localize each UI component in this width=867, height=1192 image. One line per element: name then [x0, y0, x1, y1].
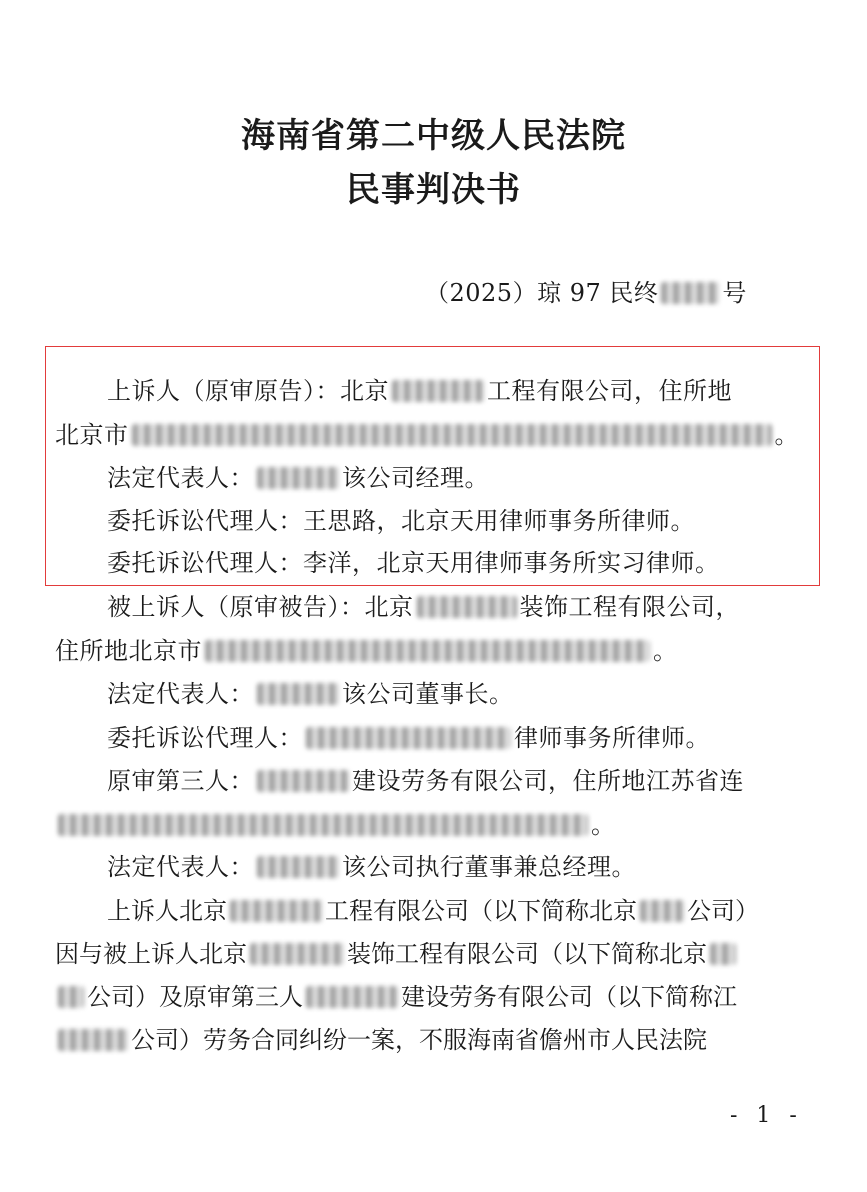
redacted-text — [257, 467, 339, 489]
appellant-line: 上诉人（原审原告）：北京 工程有限公司，住所地 — [107, 377, 732, 405]
redacted-text — [257, 770, 349, 792]
redacted-text — [661, 282, 719, 304]
third-party-rep: 法定代表人： 该公司执行董事兼总经理。 — [107, 853, 636, 881]
redacted-text — [640, 900, 684, 922]
redacted-text — [417, 596, 517, 618]
body-paragraph-line-1: 上诉人北京 工程有限公司（以下简称北京 公司） — [107, 897, 759, 925]
appellant-agent-1: 委托诉讼代理人：王思路，北京天用律师事务所律师。 — [107, 507, 695, 535]
third-party-line: 原审第三人： 建设劳务有限公司，住所地江苏省连 — [107, 767, 744, 795]
redacted-text — [392, 380, 484, 402]
redacted-text — [230, 900, 322, 922]
redacted-text — [58, 986, 84, 1008]
redacted-text — [710, 943, 736, 965]
appellee-agent: 委托诉讼代理人： 律师事务所律师。 — [107, 724, 710, 752]
body-paragraph-line-4: 公司）劳务合同纠纷一案，不服海南省儋州市人民法院 — [55, 1025, 707, 1055]
appellant-agent-2: 委托诉讼代理人：李洋，北京天用律师事务所实习律师。 — [107, 549, 720, 577]
appellee-address: 住所地北京市 。 — [55, 637, 678, 665]
page-number: - 1 - — [730, 1103, 803, 1128]
redacted-text — [205, 640, 650, 662]
redacted-text — [257, 856, 339, 878]
court-name: 海南省第二中级人民法院 — [241, 116, 626, 156]
body-paragraph-line-3: 公司）及原审第三人 建设劳务有限公司（以下简称江 — [55, 982, 737, 1012]
appellee-rep: 法定代表人： 该公司董事长。 — [107, 680, 514, 708]
redacted-text — [306, 727, 511, 749]
document-type: 民事判决书 — [346, 170, 521, 210]
redacted-text — [132, 424, 772, 446]
body-paragraph-line-2: 因与被上诉人北京 装饰工程有限公司（以下简称北京 — [55, 939, 739, 969]
third-party-address: 。 — [55, 810, 616, 840]
redacted-text — [257, 683, 339, 705]
redacted-text — [306, 986, 398, 1008]
case-number: （2025）琼 97 民终 号 — [425, 279, 747, 307]
appellee-line: 被上诉人（原审被告）：北京 装饰工程有限公司， — [107, 593, 740, 621]
appellant-rep: 法定代表人： 该公司经理。 — [107, 464, 489, 492]
appellant-address: 北京市 。 — [55, 421, 799, 449]
redacted-text — [58, 814, 588, 836]
redacted-text — [250, 943, 344, 965]
redacted-text — [58, 1029, 128, 1051]
